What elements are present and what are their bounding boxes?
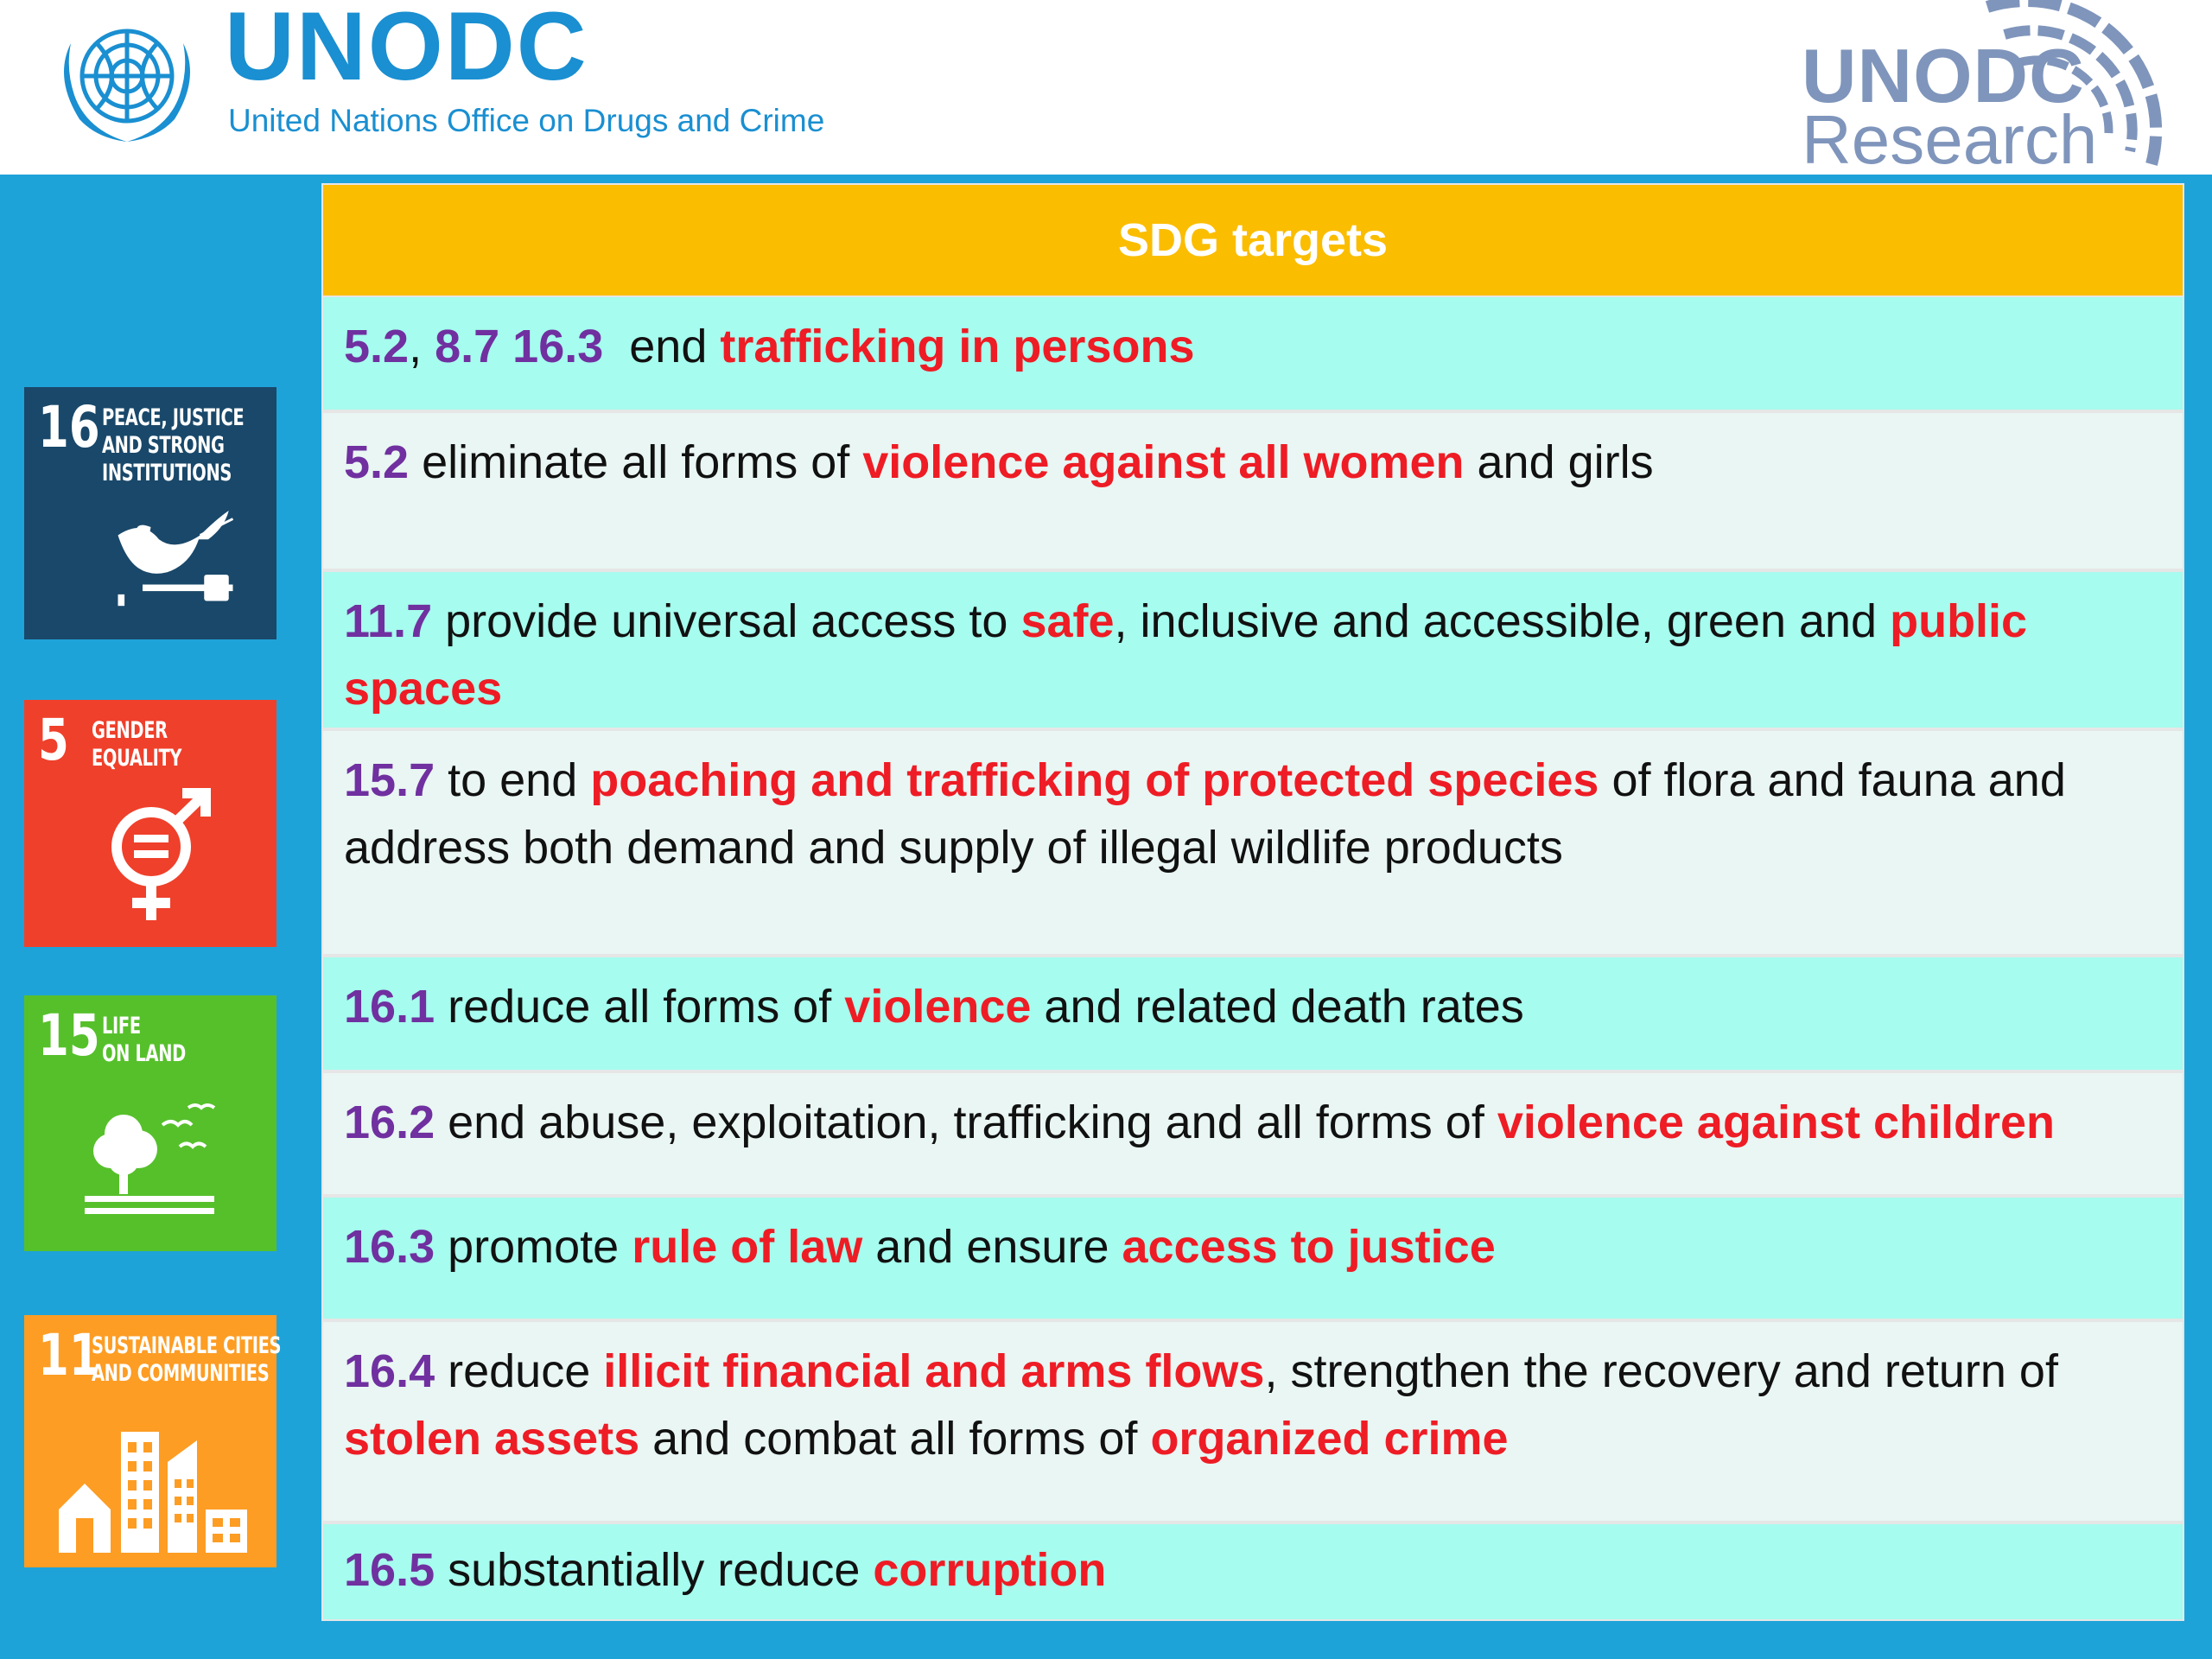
row-plain: ,	[409, 321, 435, 372]
target-code: 11.7	[344, 595, 433, 647]
target-code: 16.5	[344, 1544, 435, 1596]
row-highlight: illicit financial and arms flows	[603, 1345, 1265, 1397]
row-text	[344, 1089, 2171, 1156]
row-text	[344, 1536, 2171, 1604]
target-code: 16.4	[344, 1345, 435, 1397]
row-highlight: trafficking in persons	[720, 321, 1195, 372]
sdg-title: SUSTAINABLE CITIES AND COMMUNITIES	[92, 1332, 282, 1387]
un-emblem-icon	[45, 9, 209, 147]
row-highlight: violence against all women	[862, 436, 1465, 488]
table-row	[323, 1322, 2183, 1521]
target-code: 8.7 16.3	[435, 321, 604, 372]
row-text	[344, 747, 2171, 881]
research-logo	[1789, 0, 2169, 178]
sdg-15-tile	[24, 995, 276, 1251]
table-row	[323, 1198, 2183, 1319]
row-text	[344, 313, 2171, 380]
row-text	[344, 973, 2171, 1040]
research-title: UNODC	[1802, 33, 2085, 118]
row-plain: to end	[435, 754, 591, 806]
row-plain: and ensure	[862, 1221, 1122, 1273]
row-text	[344, 1338, 2171, 1472]
research-subtitle: Research	[1802, 101, 2098, 178]
target-code: 15.7	[344, 754, 435, 806]
table-row	[323, 297, 2183, 410]
gender-equality-icon	[98, 786, 219, 925]
target-code: 16.2	[344, 1096, 435, 1148]
row-highlight: rule of law	[632, 1221, 863, 1273]
sdg-title: GENDER EQUALITY	[92, 717, 182, 772]
row-plain: and combat all forms of	[639, 1413, 1151, 1465]
brand-title: UNODC	[225, 0, 588, 100]
sdg-targets-table	[321, 183, 2184, 1621]
row-plain: provide universal access to	[432, 595, 1021, 647]
table-row	[323, 572, 2183, 728]
sdg-number: 11	[38, 1322, 100, 1389]
brand-subtitle: United Nations Office on Drugs and Crime	[228, 103, 825, 138]
sdg-16-tile	[24, 387, 276, 639]
sdg-title: LIFE ON LAND	[102, 1013, 186, 1067]
row-highlight: poaching and trafficking of protected species	[590, 754, 1599, 806]
sdg-number: 5	[38, 707, 69, 773]
city-buildings-icon	[59, 1414, 249, 1553]
row-highlight: public spaces	[344, 595, 2028, 715]
tree-birds-icon	[76, 1090, 249, 1220]
row-plain: eliminate all forms of	[409, 436, 863, 488]
row-highlight: stolen assets	[344, 1413, 640, 1465]
dove-gavel-icon	[93, 499, 257, 620]
table-row	[323, 957, 2183, 1070]
table-header-label: SDG targets	[1117, 214, 1389, 266]
row-plain: end abuse, exploitation, trafficking and all forms of	[435, 1096, 1497, 1148]
row-plain: substantially reduce	[435, 1544, 874, 1596]
row-highlight: violence against children	[1497, 1096, 2056, 1148]
sdg-5-tile	[24, 700, 276, 947]
table-header	[323, 185, 2183, 296]
row-plain: end	[603, 321, 721, 372]
sdg-title: PEACE, JUSTICE AND STRONG INSTITUTIONS	[102, 404, 245, 486]
row-plain: reduce	[435, 1345, 604, 1397]
row-plain: and related death rates	[1031, 981, 1524, 1033]
sdg-number: 15	[38, 1002, 100, 1069]
row-plain: , inclusive and accessible, green and	[1114, 595, 1891, 647]
row-text	[344, 429, 2171, 496]
target-code: 16.3	[344, 1221, 435, 1273]
row-text	[344, 588, 2171, 722]
sdg-number: 16	[38, 394, 100, 461]
row-plain: reduce all forms of	[435, 981, 845, 1033]
table-row	[323, 1073, 2183, 1194]
page-header	[0, 0, 2212, 178]
target-code: 16.1	[344, 981, 435, 1033]
row-highlight: access to justice	[1122, 1221, 1496, 1273]
row-plain: promote	[435, 1221, 632, 1273]
row-plain: of flora and fauna and address both demand and supply of illegal wildlife products	[344, 754, 2066, 874]
sdg-11-tile	[24, 1315, 282, 1567]
row-plain: , strengthen the recovery and return of	[1264, 1345, 2058, 1397]
row-highlight: safe	[1020, 595, 1115, 647]
table-row	[323, 413, 2183, 569]
row-highlight: organized crime	[1150, 1413, 1509, 1465]
row-plain: and girls	[1464, 436, 1654, 488]
row-highlight: violence	[844, 981, 1032, 1033]
row-highlight: corruption	[873, 1544, 1107, 1596]
target-code: 5.2	[344, 321, 410, 372]
target-code: 5.2	[344, 436, 410, 488]
table-row	[323, 1524, 2183, 1619]
row-text	[344, 1213, 2171, 1281]
table-row	[323, 731, 2183, 954]
